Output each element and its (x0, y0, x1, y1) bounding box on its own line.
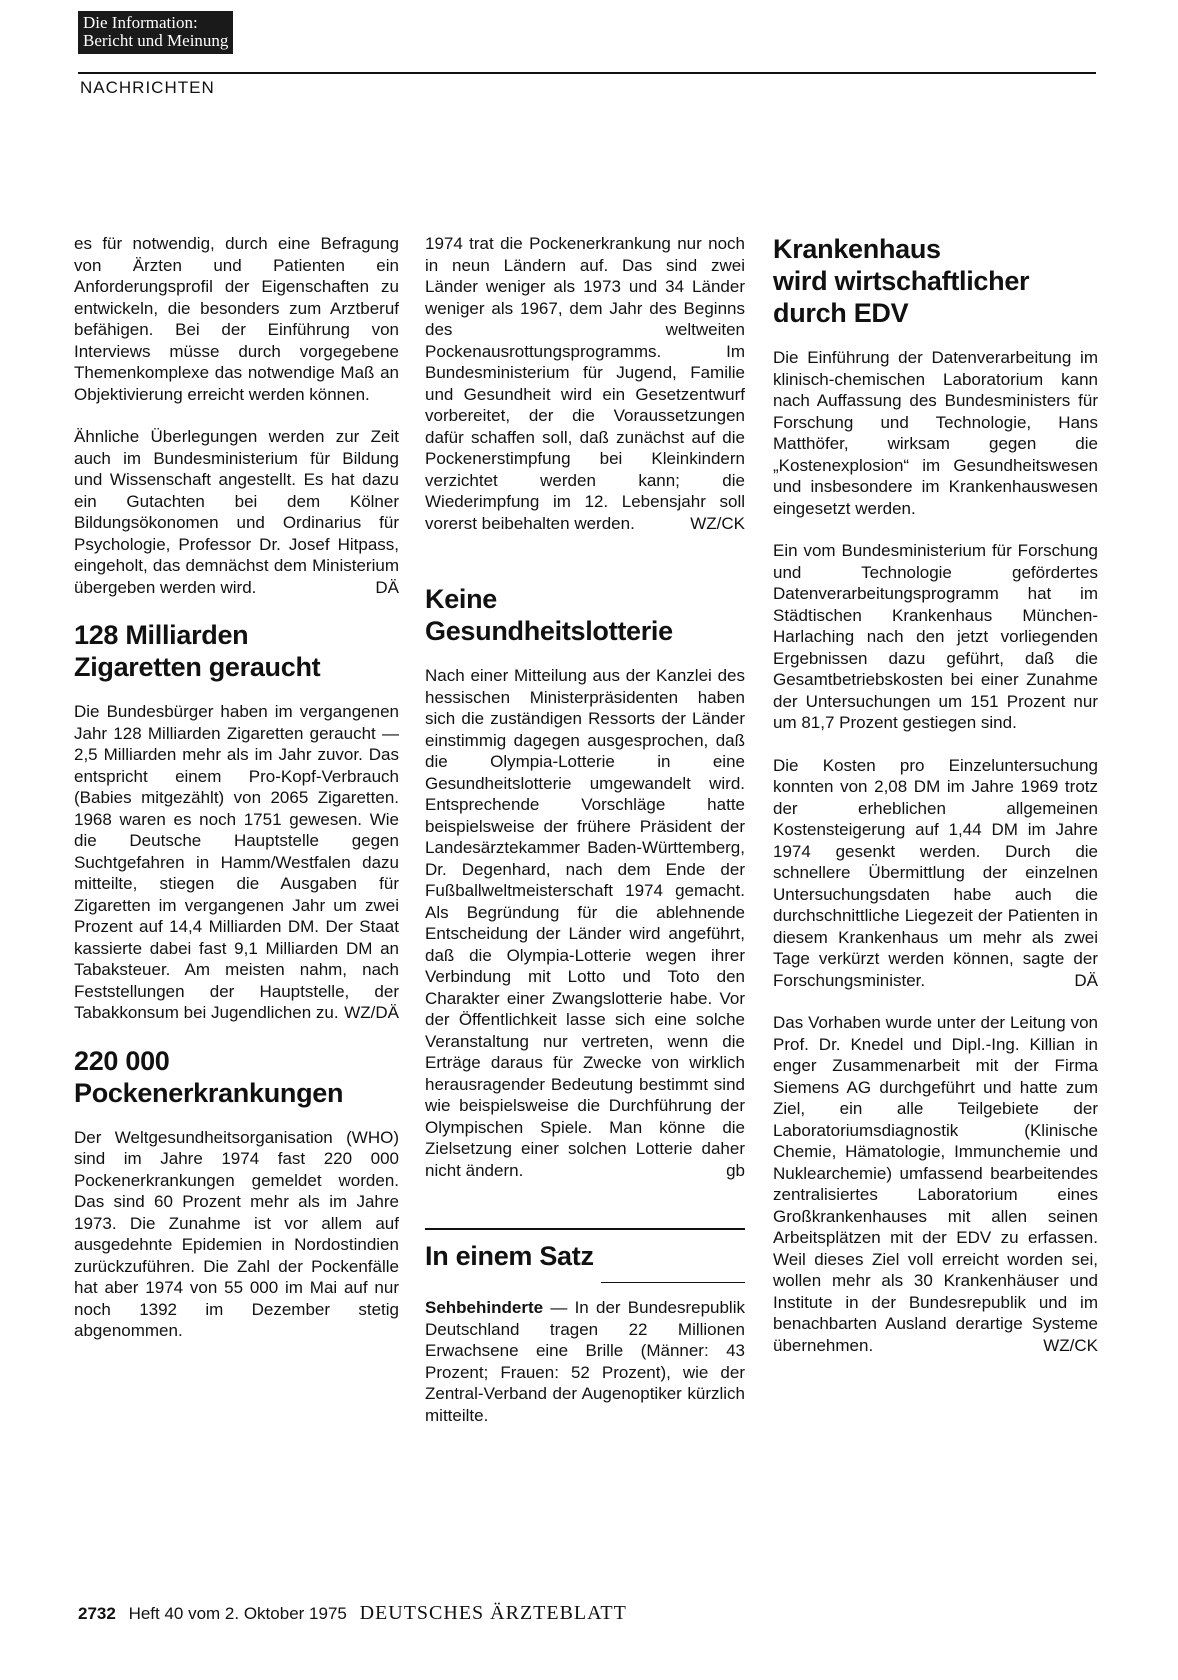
heading-line: durch EDV (773, 298, 909, 328)
magazine-name: DEUTSCHES ÄRZTEBLATT (359, 1602, 627, 1624)
paragraph: Die Einführung der Datenverarbeitung im klinisch-chemischen Laboratorium kann nach Auffassung des Bundesministers für Forschung und Technologie, Hans Matthöfer, wirksam gegen die „Kostenexplosion“ im Gesundheitswesen und insbesondere im Krankenhauswesen eingesetzt werden. (773, 348, 1098, 518)
paragraph-text: Nach einer Mitteilung aus der Kanzlei des hessischen Ministerpräsidenten haben sich die zuständigen Ressorts der Länder einstimmig dagegen ausgesprochen, daß die Olympia-Lotterie in eine Gesundheitslotterie umgewandelt wird. Entsprechende Vorschläge hatte beispielsweise der frühere Präsident der Landesärztekammer Baden-Württemberg, Dr. Degenhard, nach dem Ende der Fußballweltmeisterschaft 1974 gemacht. Als Begründung für die ablehnende Entscheidung der Länder wird angeführt, daß die Olympia-Lotterie wegen ihrer Verbindung mit Lotto und Toto den Charakter einer Zwangslotterie habe. Vor der Öffentlichkeit lasse sich eine solche Veranstaltung nur vertreten, wenn die Erträge daraus für Zwecke von wirklich herausragender Bedeutung bestimmt sind wie beispielsweise die Durchführung der Olympischen Spiele. Man könne die Zielsetzung einer solchen Lotterie daher nicht ändern. (425, 666, 745, 1180)
section-rule-bottom (601, 1282, 745, 1284)
column-3 (773, 233, 1098, 1377)
paragraph: Ein vom Bundesministerium für Forschung und Technologie gefördertes Datenverarbeitungsprogramm hat im Städtischen Krankenhaus München-Harlaching nach den jetzt vorliegenden Ergebnissen dazu geführt, daß die Gesamtbetriebskosten bei einer Zunahme der Untersuchungen um 151 Prozent nur um 81,7 Prozent gestiegen sind. (773, 541, 1098, 732)
heading-line: Zigaretten geraucht (74, 652, 321, 682)
author-signature: DÄ (375, 577, 399, 597)
column-2 (425, 233, 745, 1447)
section-label: NACHRICHTEN (80, 78, 215, 97)
masthead-line-1: Die Information: (83, 13, 198, 32)
paragraph-text: Das Vorhaben wurde unter der Leitung von Prof. Dr. Knedel und Dipl.-Ing. Killian in enger Zusammenarbeit mit der Firma Siemens AG durchgeführt und hatte zum Ziel, ein alle Teilgebiete der Laboratoriumsdiagnostik (Klinische Chemie, Hämatologie, Immunchemie und Nuklearchemie) umfassend bearbeitendes zentralisiertes Laboratorium eines Großkrankenhauses mit allen seinen Arbeitsplätzen mit der EDV zu erfassen. Weil dieses Ziel voll erreicht worden sei, wollen mehr als 30 Krankenhäuser und Institute in der Bundesrepublik und im benachbarten Ausland derartige Systeme übernehmen. (773, 1013, 1098, 1355)
paragraph-text: 1974 trat die Pockenerkrankung nur noch in neun Ländern auf. Das sind zwei Länder weniger als 1973 und 34 Länder weniger als 1967, dem Jahr des Beginns des weltweiten Pockenausrottungsprogramms. Im Bundesministerium für Jugend, Familie und Gesundheit wird ein Gesetzentwurf vorbereitet, der die Voraussetzungen dafür schaffen soll, daß zunächst auf die Pockenerstimpfung bei Kleinkindern verzichtet werden kann; die Wiederimpfung im 12. Lebensjahr soll vorerst beibehalten werden. (425, 234, 745, 533)
article-heading-lottery (425, 583, 745, 647)
author-signature: WZ/DÄ (344, 1003, 399, 1022)
masthead-line-2: Bericht und Meinung (83, 31, 229, 50)
paragraph (74, 701, 399, 1024)
author-signature: DÄ (1074, 970, 1098, 990)
lead-word: Sehbehinderte (425, 1298, 544, 1317)
heading-line: Gesundheitslotterie (425, 616, 673, 646)
heading-line: 220 000 (74, 1045, 170, 1076)
paragraph-text: Die Kosten pro Einzeluntersuchung konnten von 2,08 DM im Jahre 1969 trotz der erheblichen allgemeinen Kostensteigerung auf 1,44 DM im Jahre 1974 gesenkt werden. Durch die schnellere Übermittlung der einzelnen Untersuchungsdaten habe auch die durchschnittliche Liegezeit der Patienten in diesem Krankenhaus um mehr als zwei Tage verkürzt werden können, sagte der Forschungsminister. (773, 755, 1098, 990)
heading-line: 128 Milliarden (74, 620, 249, 650)
masthead (78, 11, 233, 54)
heading-line: Pockenerkrankungen (74, 1077, 344, 1108)
heading-line: wird wirtschaftlicher (773, 266, 1030, 296)
issue-info: Heft 40 vom 2. Oktober 1975 (128, 1604, 347, 1623)
heading-line: Krankenhaus (773, 234, 941, 264)
header-rule (78, 72, 1096, 74)
heading-line: Keine (425, 584, 498, 614)
author-signature: WZ/CK (1043, 1335, 1098, 1355)
column-1 (74, 233, 399, 1363)
paragraph: es für notwendig, durch eine Befragung von Ärzten und Patienten ein Anforderungsprofil der Eigenschaften zu entwickeln, die besonders zum Arztberuf befähigen. Bei der Einführung von Interviews müsse durch vorgegebene Themenkomplexe das notwendige Maß an Objektivierung erreicht werden können. (74, 234, 399, 404)
paragraph (425, 1297, 745, 1426)
author-signature: gb (726, 1160, 745, 1180)
page-number: 2732 (78, 1604, 116, 1623)
paragraph-text: Ähnliche Überlegungen werden zur Zeit auch im Bundesministerium für Bildung und Wissenschaft angestellt. Es hat dazu ein Gutachten bei dem Kölner Bildungsökonomen und Ordinarius für Psychologie, Professor Dr. Josef Hitpass, eingeholt, das demnächst dem Ministerium übergeben werden wird. (74, 427, 399, 597)
paragraph (425, 233, 745, 534)
section-heading-in-one-sentence: In einem Satz (425, 1240, 594, 1271)
paragraph-text: Die Bundesbürger haben im vergangenen Jahr 128 Milliarden Zigaretten geraucht — 2,5 Milliarden mehr als im Jahr zuvor. Das entspricht einem Pro-Kopf-Verbrauch (Babies mitgezählt) von 2065 Zigaretten. 1968 waren es noch 1751 gewesen. Wie die Deutsche Hauptstelle gegen Suchtgefahren in Hamm/Westfalen dazu mitteilte, stiegen die Ausgaben für Zigaretten im vergangenen Jahr um zwei Prozent auf 14,4 Milliarden DM. Der Staat kassierte dabei fast 9,1 Milliarden DM an Tabaksteuer. Am meisten nahm, nach Feststellungen der Hauptstelle, der Tabakkonsum bei Jugendlichen zu. (74, 702, 399, 1022)
paragraph (773, 755, 1098, 992)
article-heading-hospital-edp (773, 233, 1098, 329)
paragraph (74, 426, 399, 598)
page-footer (78, 1602, 627, 1625)
paragraph (425, 665, 745, 1181)
paragraph: Der Weltgesundheitsorganisation (WHO) sind im Jahre 1974 fast 220 000 Pockenerkrankungen gemeldet worden. Das sind 60 Prozent mehr als im Jahre 1973. Die Zunahme ist vor allem auf ausgedehnte Epidemien in Nordostindien zurückzuführen. Die Zahl der Pockenfälle hat aber 1974 von 55 000 im Mai auf nur noch 1392 im Dezember stetig abgenommen. (74, 1127, 399, 1340)
author-signature: WZ/CK (690, 513, 745, 533)
article-heading-smallpox (74, 1045, 399, 1109)
paragraph-text: — In der Bundesrepublik Deutschland tragen 22 Millionen Erwachsene eine Brille (Männer: 43 Prozent; Frauen: 52 Prozent), wie der Zentral-Verband der Augenoptiker kürzlich mitteilte. (425, 1298, 745, 1425)
paragraph (773, 1012, 1098, 1356)
article-heading-cigarettes (74, 619, 399, 683)
section-rule-top (425, 1228, 745, 1230)
